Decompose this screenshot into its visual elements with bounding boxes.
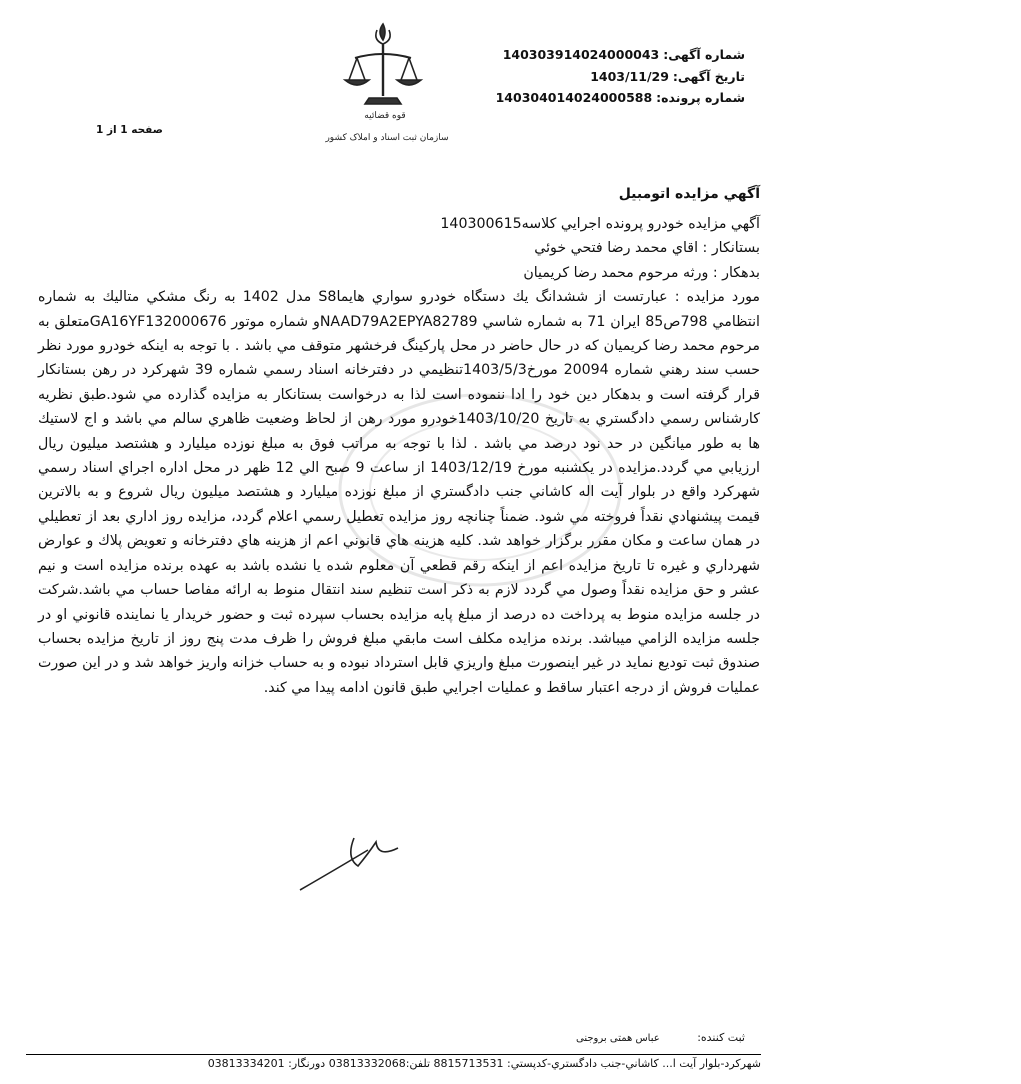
registrar-name: عباس همتی بروجنی [576, 1033, 660, 1044]
judiciary-emblem-logo [325, 18, 451, 150]
file-number: 140304014024000588 [495, 90, 653, 105]
footer-address: شهركرد-بلوار آيت ا... كاشاني-جنب دادگستري-كدپستي: 8815713531 تلفن:03813332068 دورنگار: 03813334201 [207, 1057, 761, 1070]
signature [298, 828, 408, 898]
file-number-label: شماره پرونده: [656, 90, 745, 105]
auction-details-paragraph: مورد مزايده : عبارتست از ششدانگ يك دستگاه خودرو سواري هايماS8 مدل 1402 به رنگ مشكي متاليك به شماره انتظامي 798ص85 ايران 71 به شماره شاسي NAAD79A2EPYA82789و شماره موتور GA16YF132000676متعلق به مرحوم محمد رضا كريميان كه در حال حاضر در محل پاركينگ فرخشهر متوقف مي باشد . با توجه به اينكه خودرو مورد نظر حسب سند رهني شماره 20094 مورخ1403/5/3تنظيمي در دفترخانه اسناد رسمي شماره 39 شهركرد در رهن بستانكار قرار گرفته است و بدهكار دين خود را ادا ننموده است لذا به درخواست بستانكار به مزايده گذارده مي شود.طبق نظريه كارشناس رسمي دادگستري به تاريخ 1403/10/20خودرو مورد رهن از لحاظ وضعيت ظاهري سالم مي باشد و اج لاستيك ها به طور ميانگين در حد نود درصد مي باشد . لذا با توجه به مراتب فوق به مبلغ نوزده ميليارد و هشتصد ميليون ريال ارزيابي مي گردد.مزايده در يكشنبه مورخ 1403/12/19 از ساعت 9 صبح الي 12 ظهر در محل اداره اجراي اسناد رسمي شهركرد واقع در بلوار آيت اله كاشاني جنب دادگستري از مبلغ نوزده ميليارد و هشتصد ميليون ريال شروع و به بالاترين قيمت پيشنهادي نقداً فروخته مي شود. ضمناً چنانچه روز مزايده تعطيل رسمي اعلام گردد، مزايده روز اداري بعد از تعطيلي در همان ساعت و مكان مقرر برگزار خواهد شد. كليه هزينه هاي قانوني اعم از هزينه هاي دفترخانه و تعويض پلاك و عوارض شهرداري و غيره تا تاريخ مزايده اعم از اينكه رقم قطعي آن معلوم شده يا نشده باشد به عهده برنده مزايده است و نيم عشر و حق مزايده نقداً وصول مي گردد لازم به ذكر است تنظيم سند انتقال منوط به ارائه مفاصا حساب مي باشد.شركت در جلسه مزايده منوط به پرداخت ده درصد از مبلغ پايه مزايده بحساب سپرده ثبت و حضور خريدار يا نماينده قانوني او در جلسه مزايده الزامي ميباشد. برنده مزايده مكلف است مابقي مبلغ فروش را ظرف مدت پنج روز از تاريخ مزايده بحساب صندوق ثبت توديع نمايد در غير اينصورت مبلغ واريزي قابل استرداد نبوده و به حساب خزانه واريز خواهد شد و در اين صورت عمليات فروش از درجه اعتبار ساقط و عمليات اجرايي طبق قانون ادامه پيدا مي كند. [38, 289, 761, 696]
ad-meta [496, 44, 745, 109]
debtor-line: بدهكار : ورثه مرحوم محمد رضا كريميان [523, 264, 760, 281]
ad-number-label: شماره آگهی: [663, 47, 745, 62]
registrar [576, 1031, 745, 1044]
document-title: آگهي مزايده اتومبيل [618, 186, 760, 202]
ad-date: 1403/11/29 [590, 68, 669, 84]
ad-number: 140303914024000043 [502, 47, 660, 62]
ad-number-row [496, 44, 745, 66]
creditor-line: بستانكار : اقاي محمد رضا فتحي خوئي [534, 240, 760, 257]
page-indicator: صفحه 1 از 1 [96, 124, 163, 136]
ad-date-row [496, 66, 745, 88]
registrar-label: ثبت کننده: [697, 1031, 745, 1044]
emblem-text-bottom: سازمان ثبت اسناد و املاک کشور [325, 133, 449, 143]
emblem-text-top: قوه قضائیه [364, 111, 406, 121]
document-body [38, 212, 760, 700]
footer-divider [26, 1054, 761, 1055]
ad-date-label: تاریخ آگهی: [672, 68, 745, 84]
case-line: آگهي مزايده خودرو پرونده اجرايي كلاسه140300615 [440, 216, 760, 232]
file-number-row [496, 87, 745, 109]
